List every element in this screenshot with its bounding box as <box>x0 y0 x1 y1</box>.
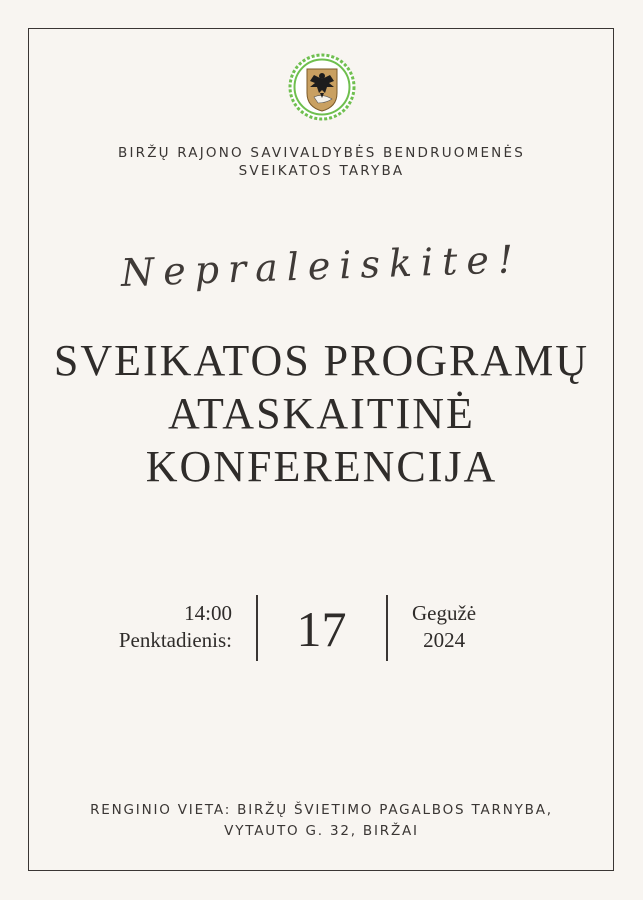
birzai-coat-of-arms-icon <box>288 53 356 121</box>
event-title <box>0 334 643 493</box>
event-time: 14:00 <box>184 601 232 625</box>
venue-line-1: RENGINIO VIETA: BIRŽŲ ŠVIETIMO PAGALBOS TARNYBA, <box>90 802 553 818</box>
organization-line-2: SVEIKATOS TARYBA <box>238 163 405 179</box>
venue <box>0 800 643 842</box>
event-title-line-3: KONFERENCIJA <box>145 442 498 491</box>
tagline: Nepraleiskite! <box>120 237 523 295</box>
event-year: 2024 <box>423 628 466 652</box>
organization-name <box>0 144 643 180</box>
event-title-line-2: ATASKAITINĖ <box>168 389 475 438</box>
divider-right <box>386 595 388 661</box>
venue-line-2: VYTAUTO G. 32, BIRŽAI <box>224 823 419 839</box>
event-title-line-1: SVEIKATOS PROGRAMŲ <box>53 336 590 385</box>
event-date-block <box>412 600 476 654</box>
event-time-block <box>119 600 232 654</box>
organization-line-1: BIRŽŲ RAJONO SAVIVALDYBĖS BENDRUOMENĖS <box>118 145 525 161</box>
event-day: 17 <box>296 601 347 657</box>
event-month: Gegužė <box>412 601 477 625</box>
event-weekday: Penktadienis: <box>118 628 232 652</box>
